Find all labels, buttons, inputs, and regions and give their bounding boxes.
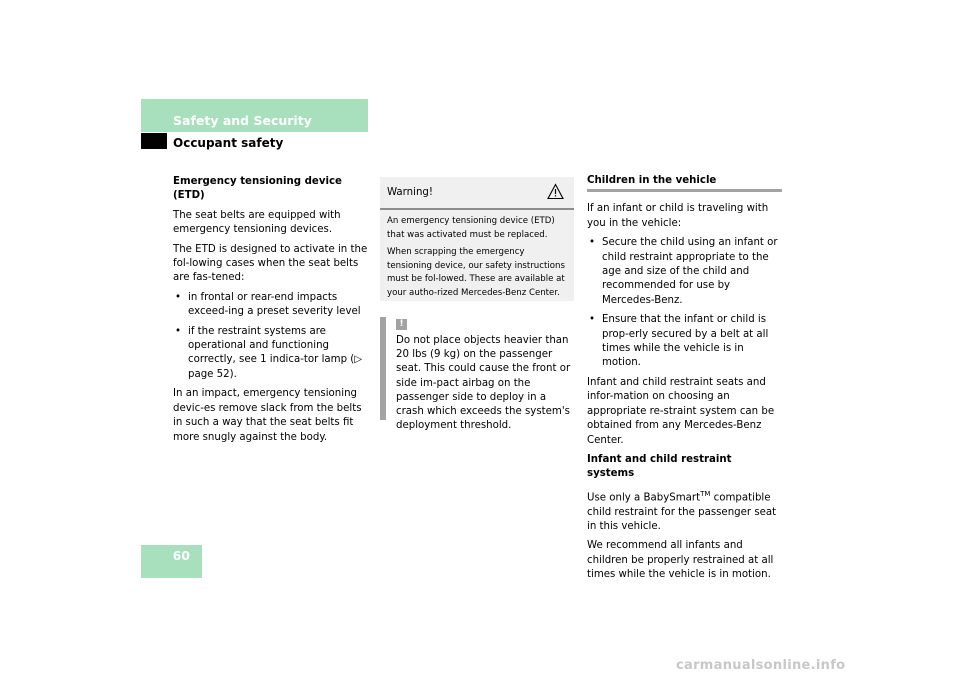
warning-body [380,210,574,301]
section-title: Safety and Security [173,113,312,128]
bullet-icon: • [589,237,596,249]
page-number: 60 [172,548,190,563]
list-item [587,236,782,308]
bullet-icon: • [175,325,182,337]
page-number-box [141,545,202,578]
paragraph: The seat belts are equipped with emergency tensioning devices. [173,209,341,236]
bullet-icon: • [175,291,182,303]
children-heading-block [587,174,782,192]
subsection-title: Occupant safety [173,136,284,150]
exclamation-icon: ! [396,319,407,330]
paragraph [587,487,782,535]
note-side-bar [380,317,386,420]
warning-paragraph: An emergency tensioning device (ETD) that was activated must be replaced. [387,216,555,240]
paragraph: In an impact, emergency tensioning devic-es remove slack from the belts in such a way that the seat belts fit more snugly against the body. [173,388,362,443]
warning-header [380,177,574,210]
section-marker [141,133,167,149]
warning-triangle-icon [547,183,564,200]
warning-paragraph: When scrapping the emergency tensioning device, our safety instructions must be fol-lowed. These are available at your autho-rized Mercedes-Benz Center. [387,247,565,298]
list-item-text: Ensure that the infant or child is prop-erly secured by a belt at all times while the vehicle is in motion. [602,314,769,369]
watermark: carmanualsonline.info [676,658,846,673]
paragraph: Infant and child restraint seats and infor-mation on choosing an appropriate re-straint system can be obtained from any Mercedes-Benz Center. [587,376,775,446]
text-fragment: Use only a BabySmart [587,492,701,504]
bullet-icon: • [589,314,596,326]
etd-heading: Emergency tensioning device (ETD) [173,176,342,202]
list-item-text: Secure the child using an infant or child restraint appropriate to the age and size of the child and recommended for use by Mercedes-Benz. [602,237,778,306]
children-heading: Children in the vehicle [587,175,717,186]
warning-title: Warning! [387,187,433,198]
warning-box [380,177,574,301]
list-item-text: if the restraint systems are operational and functioning correctly, see 1 indica-tor lamp (▷ page 52). [188,325,363,380]
note-text: Do not place objects heavier than 20 lbs (9 kg) on the passenger seat. This could cause the front or side im-pact airbag on the passenger side to deploy in a crash which exceeds the system's deployment threshold. [396,335,571,432]
list-item [173,291,369,320]
text-fragment: compatible child restraint for the passenger seat in this vehicle. [587,492,777,532]
right-column [587,174,782,588]
list-item-text: in frontal or rear-end impacts exceed-ing a preset severity level [188,291,361,318]
paragraph: The ETD is designed to activate in the fol-lowing cases when the seat belts are fas-tened: [173,243,368,284]
left-column [173,175,369,450]
list-item [587,313,782,371]
restraint-systems-heading: Infant and child restraint systems [587,453,732,480]
list-item [173,325,369,383]
trademark-superscript: TM [700,489,711,498]
note-box [380,317,574,432]
paragraph: If an infant or child is traveling with you in the vehicle: [587,203,769,229]
paragraph: We recommend all infants and children be properly restrained at all times while the vehicle is in motion. [587,540,774,581]
